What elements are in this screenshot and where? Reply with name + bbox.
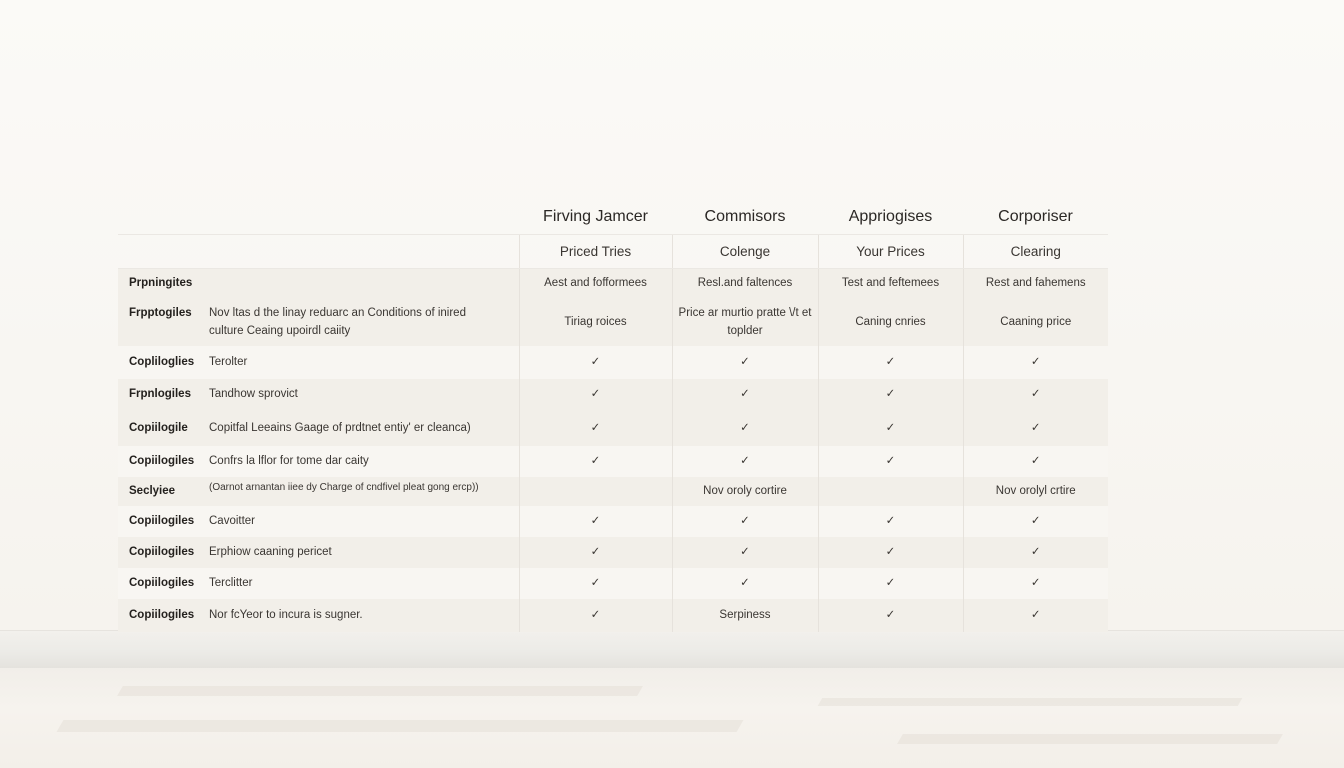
light-beam <box>897 734 1283 744</box>
baseboard <box>0 630 1344 669</box>
row-description: Cavoitter <box>209 515 256 527</box>
table-row <box>118 599 1108 632</box>
table-cell: Resl.and faltences <box>672 269 818 298</box>
column-subheader: Priced Tries <box>519 235 672 269</box>
comparison-table <box>118 200 1108 632</box>
row-description: Nor fcYeor to incura is sugner. <box>209 609 363 621</box>
row-label <box>118 568 519 599</box>
check-icon: ✓ <box>672 506 818 537</box>
check-icon: ✓ <box>963 537 1108 568</box>
table-cell: Nov orolyl crtire <box>963 477 1108 506</box>
column-header: Corporiser <box>998 208 1073 225</box>
row-label <box>118 599 519 632</box>
check-icon: ✓ <box>963 379 1108 410</box>
check-icon: ✓ <box>963 346 1108 379</box>
row-label <box>118 410 519 446</box>
table-cell: Tiriag roices <box>519 298 672 346</box>
column-header: Appriogises <box>848 208 933 225</box>
table-row <box>118 477 1108 506</box>
check-icon: ✓ <box>818 446 963 477</box>
check-icon: ✓ <box>818 506 963 537</box>
table-cell: Test and feftemees <box>818 269 963 298</box>
row-category: Copiilogiles <box>129 515 195 527</box>
table-row <box>118 410 1108 446</box>
check-icon: ✓ <box>818 410 963 446</box>
row-label <box>118 537 519 568</box>
check-icon: ✓ <box>519 446 672 477</box>
table-row <box>118 269 1108 298</box>
table-cell: Caning cnries <box>818 298 963 346</box>
row-description: (Oarnot arnantan iiee dy Charge of cndfivel pleat gong ercp)) <box>209 482 479 493</box>
row-label <box>118 379 519 410</box>
check-icon: ✓ <box>519 506 672 537</box>
row-category: Frpptogiles <box>129 306 192 319</box>
table-row <box>118 298 1108 346</box>
column-subheader: Your Prices <box>818 235 963 269</box>
row-category: Copiilogiles <box>129 455 195 467</box>
table-row <box>118 346 1108 379</box>
check-icon: ✓ <box>963 506 1108 537</box>
row-category: Seclyiee <box>129 485 176 497</box>
row-description: Terolter <box>209 356 248 368</box>
check-icon: ✓ <box>672 379 818 410</box>
table-row <box>118 446 1108 477</box>
check-icon: ✓ <box>519 537 672 568</box>
row-description: Terclitter <box>209 577 253 589</box>
subheader-empty <box>118 235 519 269</box>
check-icon: ✓ <box>818 599 963 632</box>
row-category: Frpnlogiles <box>129 388 191 400</box>
check-icon: ✓ <box>519 568 672 599</box>
table-row <box>118 537 1108 568</box>
check-icon: ✓ <box>672 568 818 599</box>
table-cell: Caaning price <box>963 298 1108 346</box>
row-category: Prpningites <box>129 277 193 290</box>
check-icon: ✓ <box>963 410 1108 446</box>
column-header: Firving Jamcer <box>543 208 648 225</box>
check-icon: ✓ <box>963 568 1108 599</box>
check-icon: ✓ <box>963 599 1108 632</box>
column-subheader: Clearing <box>963 235 1108 269</box>
check-icon: ✓ <box>818 379 963 410</box>
check-icon: ✓ <box>963 446 1108 477</box>
table-cell <box>818 477 963 506</box>
check-icon: ✓ <box>672 346 818 379</box>
table-cell <box>519 477 672 506</box>
light-beam <box>117 686 643 696</box>
check-icon: ✓ <box>818 537 963 568</box>
row-category: Copiilogile <box>129 421 188 434</box>
row-label <box>118 298 519 346</box>
row-label <box>118 269 519 298</box>
light-beam <box>57 720 744 732</box>
subheader-row <box>118 235 1108 269</box>
row-label <box>118 346 519 379</box>
check-icon: ✓ <box>818 568 963 599</box>
check-icon: ✓ <box>519 379 672 410</box>
table-cell: Rest and fahemens <box>963 269 1108 298</box>
table-cell: Aest and fofformees <box>519 269 672 298</box>
column-header: Commisors <box>704 208 786 225</box>
row-category: Copiilogiles <box>129 546 195 558</box>
row-label <box>118 446 519 477</box>
table-cell: Price ar murtio pratte \/t et toplder <box>672 298 818 346</box>
row-description: Copitfal Leeains Gaage of prdtnet entiy' er cleanca) <box>209 421 471 434</box>
check-icon: ✓ <box>818 346 963 379</box>
check-icon: ✓ <box>672 410 818 446</box>
table-row <box>118 568 1108 599</box>
check-icon: ✓ <box>519 410 672 446</box>
header-row <box>118 200 1108 235</box>
row-description: Confrs la lflor for tome dar caity <box>209 455 369 467</box>
table-cell: Nov oroly cortire <box>672 477 818 506</box>
row-description: Nov ltas d the linay reduarc an Conditions of inired culture Ceaing upoirdl caiity <box>209 306 466 337</box>
row-description: Tandhow sprovict <box>209 388 298 400</box>
table-row <box>118 506 1108 537</box>
row-category: Copiilogiles <box>129 577 195 589</box>
light-beam <box>818 698 1243 706</box>
check-icon: ✓ <box>672 446 818 477</box>
row-category: Copliloglies <box>129 356 195 368</box>
row-label <box>118 506 519 537</box>
row-description: Erphiow caaning pericet <box>209 546 332 558</box>
column-subheader: Colenge <box>672 235 818 269</box>
header-empty <box>118 200 519 235</box>
table-cell: Serpiness <box>672 599 818 632</box>
check-icon: ✓ <box>672 537 818 568</box>
check-icon: ✓ <box>519 346 672 379</box>
check-icon: ✓ <box>519 599 672 632</box>
floor <box>0 668 1344 768</box>
row-label <box>118 477 519 506</box>
row-category: Copiilogiles <box>129 609 195 621</box>
table-row <box>118 379 1108 410</box>
